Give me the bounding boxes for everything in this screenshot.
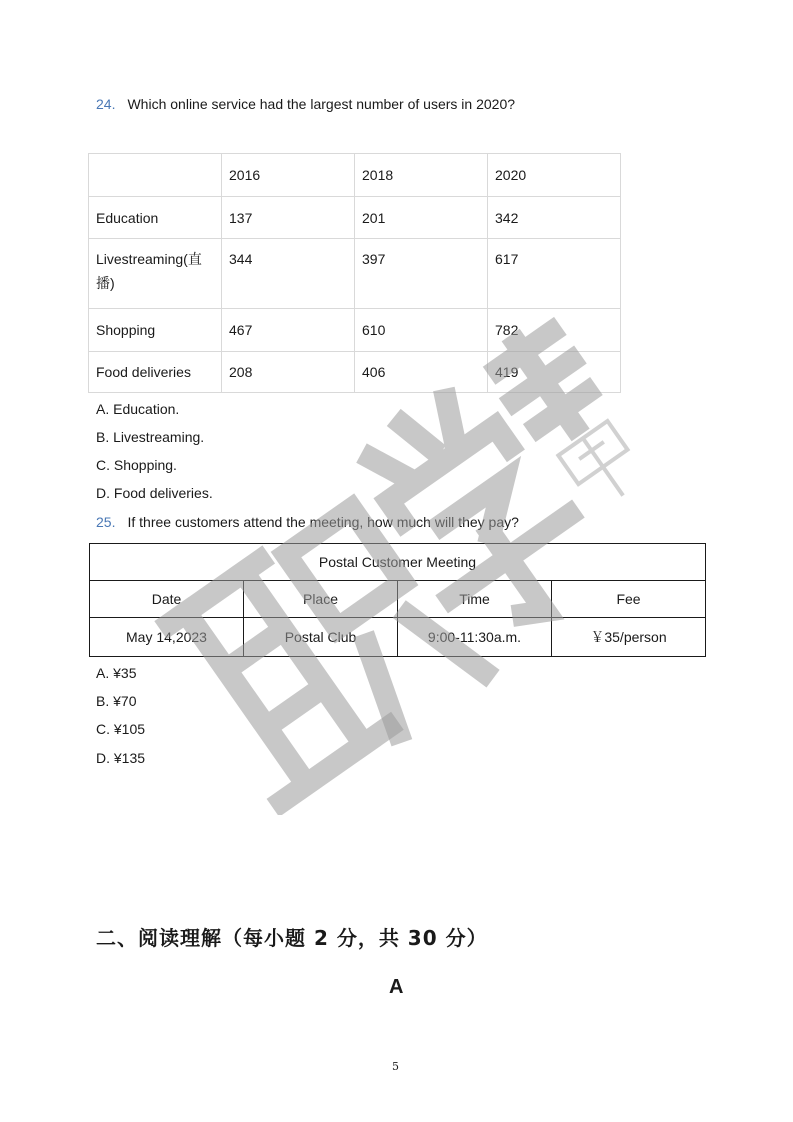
table-cell: Shopping	[89, 309, 222, 352]
table-cell: ￥35/person	[552, 618, 706, 657]
table-cell: Education	[89, 197, 222, 239]
answer-option: A. ¥35	[96, 665, 137, 681]
answer-option: A. Education.	[96, 401, 180, 417]
table-row	[89, 197, 621, 239]
answer-option: C. Shopping.	[96, 457, 177, 473]
users-table	[88, 153, 621, 393]
table-cell: 208	[222, 352, 355, 393]
question-25	[96, 514, 519, 530]
question-text: Which online service had the largest number of users in 2020?	[127, 96, 516, 112]
table-cell: 610	[355, 309, 488, 352]
table-cell: Fee	[552, 581, 706, 618]
answer-option: C. ¥105	[96, 721, 146, 737]
table-cell: 419	[488, 352, 621, 393]
table-cell: 344	[222, 239, 355, 309]
answer-option: D. Food deliveries.	[96, 485, 213, 501]
answer-option: B. ¥70	[96, 693, 137, 709]
table-header-row	[90, 581, 706, 618]
table-cell: Time	[398, 581, 552, 618]
table-cell: 406	[355, 352, 488, 393]
table-cell: Livestreaming(直播)	[89, 239, 222, 309]
table-cell: 617	[488, 239, 621, 309]
meeting-table	[89, 543, 706, 657]
table-row	[89, 309, 621, 352]
table-cell: 2016	[222, 154, 355, 197]
table-cell: 2020	[488, 154, 621, 197]
table-cell: 397	[355, 239, 488, 309]
table-cell: 137	[222, 197, 355, 239]
table-row	[89, 352, 621, 393]
table-cell	[89, 154, 222, 197]
section-heading: 二、阅读理解（每小题 2 分，共 30 分）	[96, 926, 488, 950]
question-24	[96, 96, 515, 112]
table-cell: 467	[222, 309, 355, 352]
table-cell: 9:00-11:30a.m.	[398, 618, 552, 657]
table-cell: May 14,2023	[90, 618, 244, 657]
question-text: If three customers attend the meeting, how much will they pay?	[127, 514, 519, 530]
table-cell: 201	[355, 197, 488, 239]
question-number: 24.	[96, 96, 116, 112]
table-header-row	[89, 154, 621, 197]
table-cell: Postal Club	[244, 618, 398, 657]
table-cell: Food deliveries	[89, 352, 222, 393]
table-cell: 782	[488, 309, 621, 352]
table-cell: Place	[244, 581, 398, 618]
table-row	[90, 618, 706, 657]
page-number: 5	[392, 1060, 399, 1073]
answer-option: D. ¥135	[96, 750, 146, 766]
table-row	[89, 239, 621, 309]
table-cell: Date	[90, 581, 244, 618]
table-title: Postal Customer Meeting	[90, 544, 706, 581]
passage-label: A	[389, 976, 404, 998]
answer-option: B. Livestreaming.	[96, 429, 205, 445]
question-number: 25.	[96, 514, 116, 530]
table-title-row	[90, 544, 706, 581]
table-cell: 2018	[355, 154, 488, 197]
table-cell: 342	[488, 197, 621, 239]
